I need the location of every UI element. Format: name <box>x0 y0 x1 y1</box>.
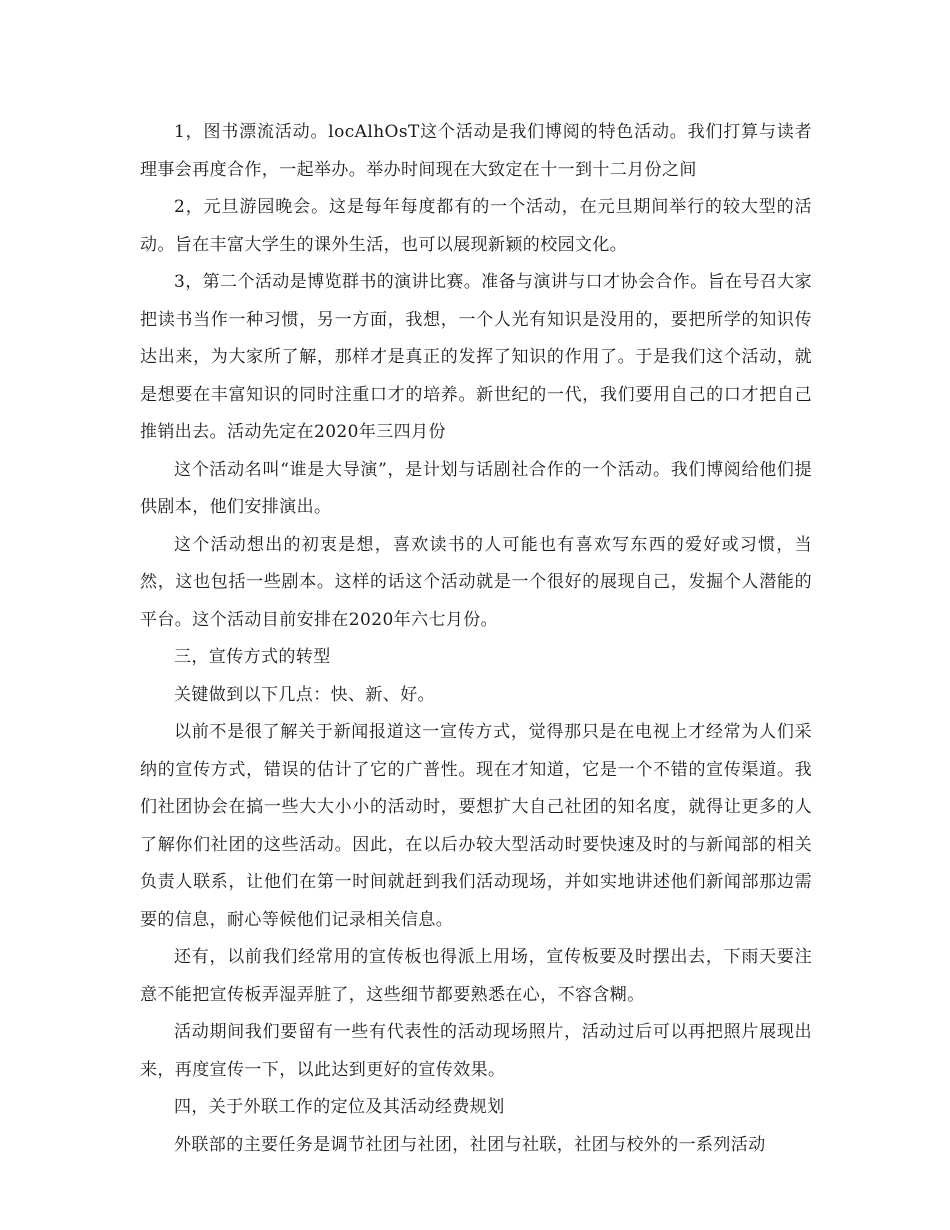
paragraph-activity-intent: 这个活动想出的初衷是想，喜欢读书的人可能也有喜欢写东西的爱好或习惯，当然，这也包括一些剧本。这样的话这个活动就是一个很好的展现自己，发掘个人潜能的平台。这个活动目前安排在2020年六七月份。 <box>140 534 812 630</box>
paragraph-external-relations-task: 外联部的主要任务是调节社团与社团，社团与社联，社团与校外的一系列活动 <box>174 1134 766 1155</box>
section-heading-publicity: 三，宣传方式的转型 <box>174 647 331 667</box>
paragraph-book-drifting: 1，图书漂流活动。locAlhOsT这个活动是我们博阅的特色活动。我们打算与读者理事会再度合作，一起举办。举办时间现在大致定在十一到十二月份之间 <box>140 122 812 180</box>
paragraph-director-activity: 这个活动名叫“谁是大导演”，是计划与话剧社合作的一个活动。我们博阅给他们提供剧本，他们安排演出。 <box>140 459 812 517</box>
paragraph-key-points: 关键做到以下几点：快、新、好。 <box>174 684 435 705</box>
section-heading-external-relations: 四，关于外联工作的定位及其活动经费规划 <box>174 1097 505 1117</box>
paragraph-new-year-party: 2，元旦游园晚会。这是每年每度都有的一个活动，在元旦期间举行的较大型的活动。旨在丰富大学生的课外生活，也可以展现新颖的校园文化。 <box>140 197 812 255</box>
paragraph-photos: 活动期间我们要留有一些有代表性的活动现场照片，活动过后可以再把照片展现出来，再度宣传一下，以此达到更好的宣传效果。 <box>140 1022 812 1080</box>
paragraph-news-reporting: 以前不是很了解关于新闻报道这一宣传方式，觉得那只是在电视上才经常为人们采纳的宣传方式，错误的估计了它的广普性。现在才知道，它是一个不错的宣传渠道。我们社团协会在搞一些大大小小的活动时，要想扩大自己社团的知名度，就得让更多的人了解你们社团的这些活动。因此，在以后办较大型活动时要快速及时的与新闻部的相关负责人联系，让他们在第一时间就赶到我们活动现场，并如实地讲述他们新闻部那边需要的信息，耐心等候他们记录相关信息。 <box>140 722 812 930</box>
document-page <box>140 114 812 1164</box>
paragraph-publicity-board: 还有，以前我们经常用的宣传板也得派上用场，宣传板要及时摆出去，下雨天要注意不能把宣传板弄湿弄脏了，这些细节都要熟悉在心，不容含糊。 <box>140 947 812 1005</box>
paragraph-speech-contest: 3，第二个活动是博览群书的演讲比赛。准备与演讲与口才协会合作。旨在号召大家把读书当作一种习惯，另一方面，我想，一个人光有知识是没用的，要把所学的知识传达出来，为大家所了解，那样才是真正的发挥了知识的作用了。于是我们这个活动，就是想要在丰富知识的同时注重口才的培养。新世纪的一代，我们要用自己的口才把自己推销出去。活动先定在2020年三四月份 <box>140 272 812 442</box>
